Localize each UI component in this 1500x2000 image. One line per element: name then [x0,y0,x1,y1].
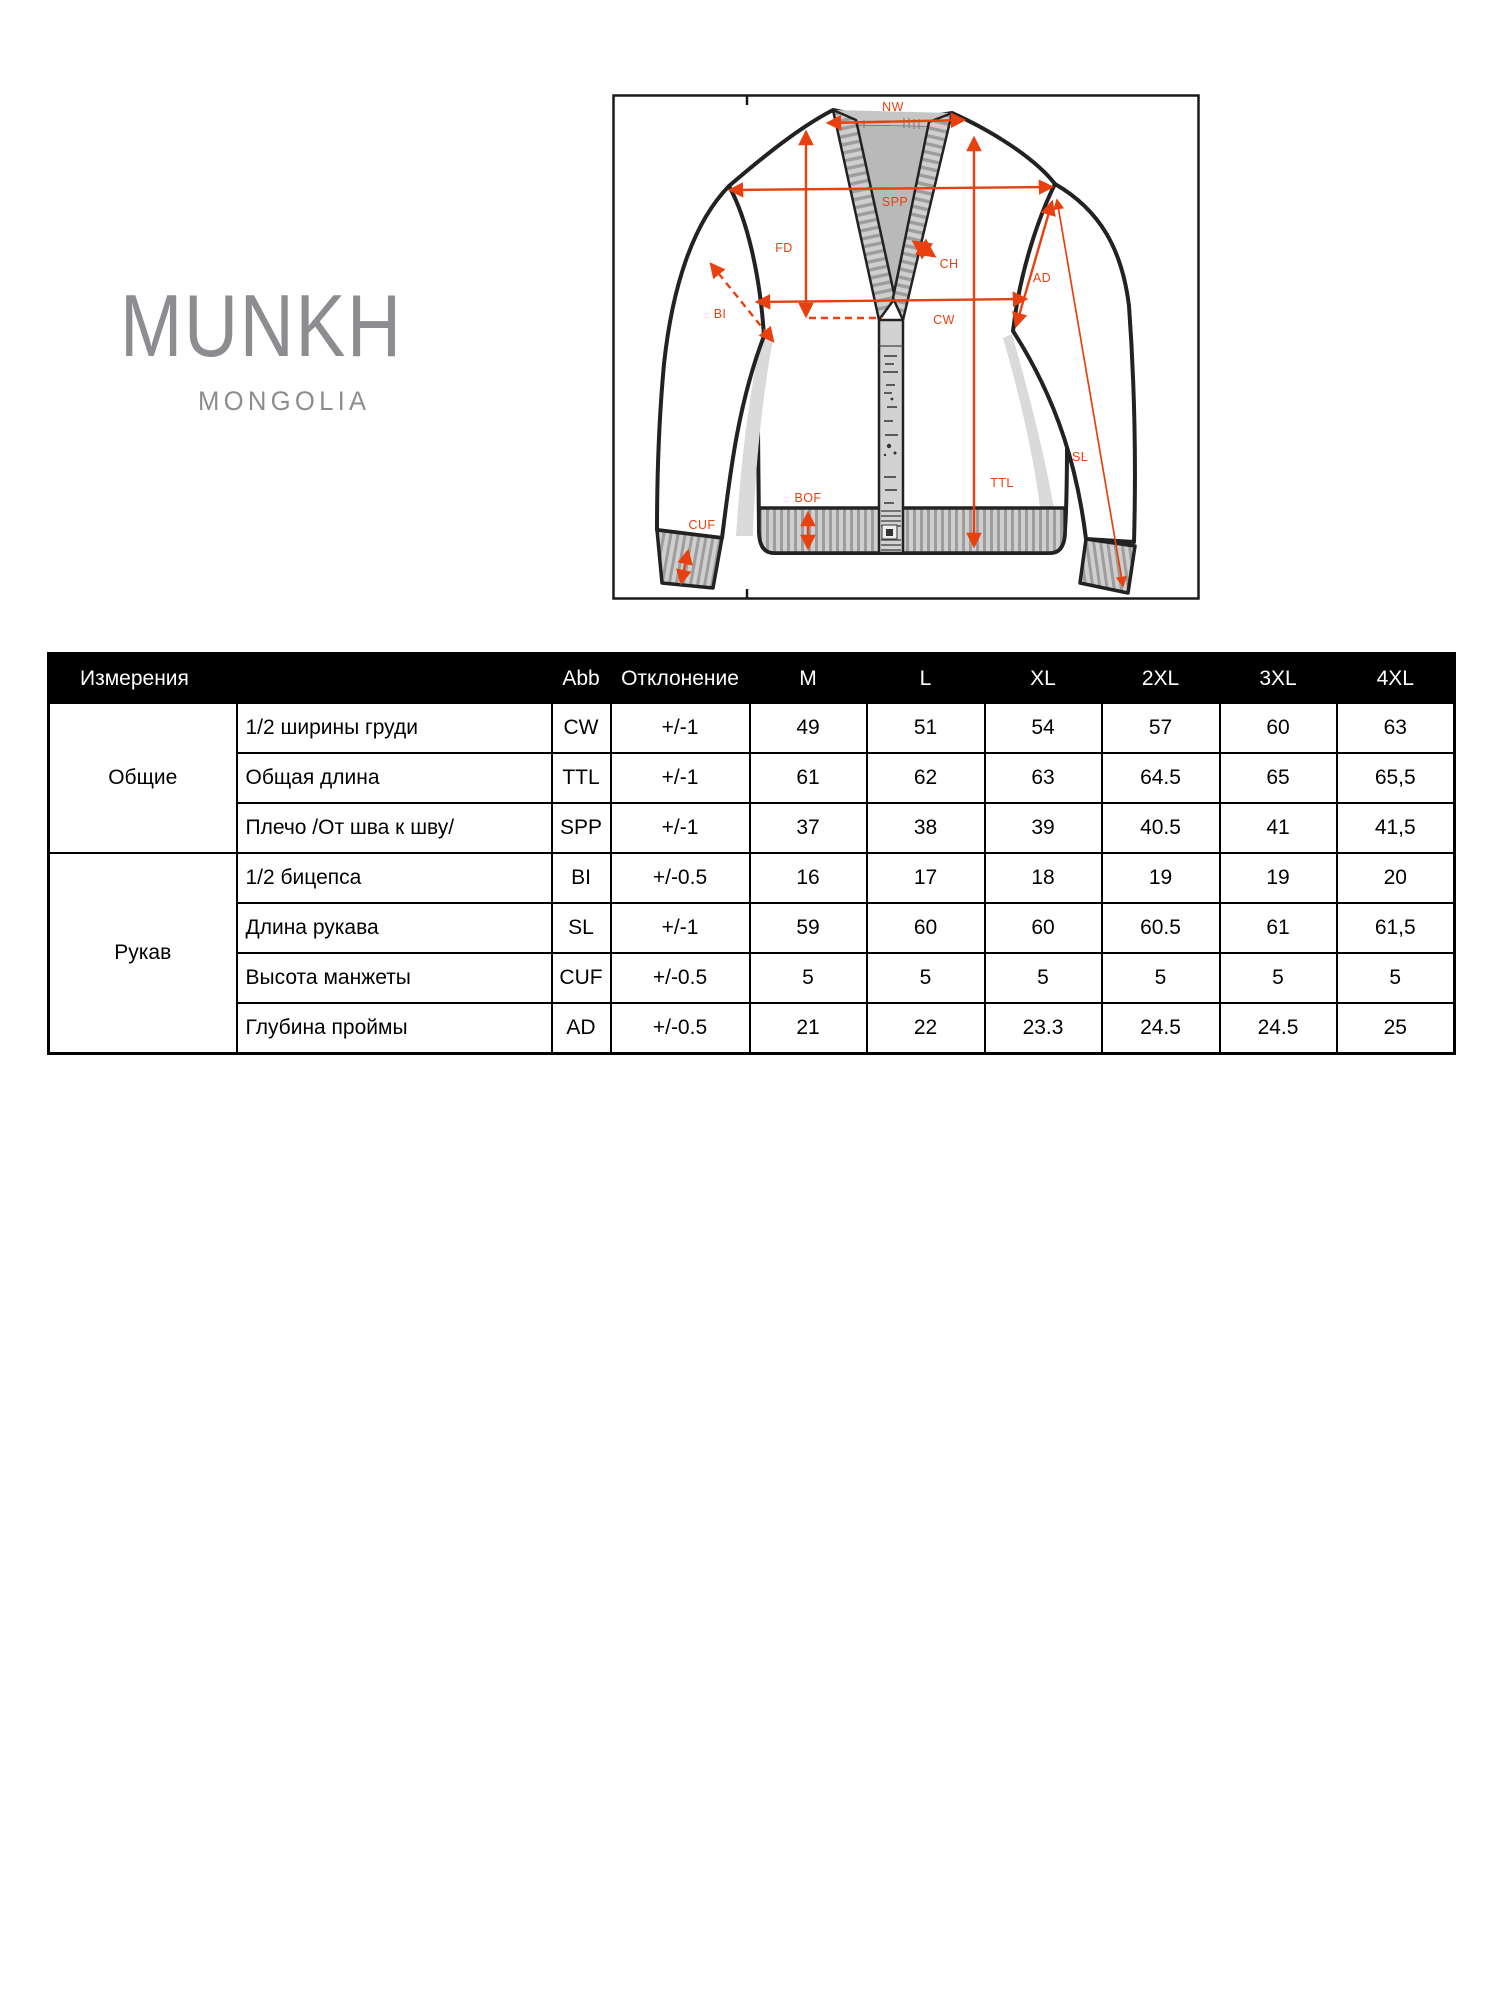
size-value-cell-4xl: 65,5 [1337,753,1455,803]
label-fd: FD [775,241,793,255]
size-value-cell-2xl: 60.5 [1102,903,1220,953]
size-value-cell-3xl: 24.5 [1220,1003,1337,1054]
size-value-cell-l: 51 [867,703,985,753]
label-ad: AD [1032,271,1052,285]
tolerance-cell: +/-0.5 [611,853,750,903]
group-cell: Рукав [49,853,237,1054]
abbreviation-cell: SL [552,903,611,953]
tolerance-cell: +/-1 [611,703,750,753]
size-value-cell-2xl: 24.5 [1102,1003,1220,1054]
measurement-name-cell: 1/2 ширины груди [237,703,552,753]
size-value-cell-xl: 63 [985,753,1102,803]
hem-button [886,529,893,536]
abbreviation-cell: TTL [552,753,611,803]
size-value-cell-2xl: 19 [1102,853,1220,903]
size-value-cell-4xl: 63 [1337,703,1455,753]
size-value-cell-m: 61 [750,753,867,803]
header-abb: Abb [552,654,611,704]
brand-name: MUNKH [120,276,403,375]
size-value-cell-4xl: 5 [1337,953,1455,1003]
size-value-cell-xl: 60 [985,903,1102,953]
label-spp: SPP [881,195,909,209]
tolerance-cell: +/-1 [611,753,750,803]
size-value-cell-3xl: 60 [1220,703,1337,753]
size-value-cell-l: 22 [867,1003,985,1054]
table-row [49,903,1455,953]
label-ttl: TTL [990,476,1014,490]
hem-ribbing [759,508,1065,553]
label-bof: BOF [794,491,822,505]
measurement-name-cell: Общая длина [237,753,552,803]
size-value-cell-xl: 23.3 [985,1003,1102,1054]
size-value-cell-4xl: 41,5 [1337,803,1455,853]
button-placket [879,320,903,553]
abbreviation-cell: CUF [552,953,611,1003]
tolerance-cell: +/-0.5 [611,953,750,1003]
size-value-cell-3xl: 19 [1220,853,1337,903]
label-cuf: CUF [688,518,716,532]
measurement-name-cell: Длина рукава [237,903,552,953]
header-size-xl: XL [985,654,1102,704]
label-cw: CW [933,313,955,327]
abbreviation-cell: BI [552,853,611,903]
size-value-cell-2xl: 40.5 [1102,803,1220,853]
size-value-cell-xl: 39 [985,803,1102,853]
size-value-cell-3xl: 5 [1220,953,1337,1003]
table-row [49,803,1455,853]
size-value-cell-4xl: 25 [1337,1003,1455,1054]
brand-subtitle: MONGOLIA [198,386,371,416]
header-measurements: Измерения [49,654,552,704]
size-value-cell-3xl: 61 [1220,903,1337,953]
abbreviation-cell: AD [552,1003,611,1054]
size-value-cell-l: 38 [867,803,985,853]
table-header-row [49,654,1455,704]
group-cell: Общие [49,703,237,853]
header-size-l: L [867,654,985,704]
size-value-cell-m: 5 [750,953,867,1003]
size-value-cell-2xl: 5 [1102,953,1220,1003]
size-value-cell-m: 16 [750,853,867,903]
size-table [47,652,1456,1055]
size-value-cell-m: 37 [750,803,867,853]
measurement-name-cell: Высота манжеты [237,953,552,1003]
label-nw: NW [882,100,904,114]
size-value-cell-2xl: 57 [1102,703,1220,753]
size-value-cell-l: 62 [867,753,985,803]
size-value-cell-m: 21 [750,1003,867,1054]
cuff-left [657,530,722,588]
size-table-body [49,703,1455,1054]
header-tolerance: Отклонение [611,654,750,704]
table-row [49,953,1455,1003]
label-sl: SL [1071,450,1089,464]
abbreviation-cell: SPP [552,803,611,853]
measurement-name-cell: Плечо /От шва к шву/ [237,803,552,853]
size-value-cell-3xl: 65 [1220,753,1337,803]
size-value-cell-4xl: 20 [1337,853,1455,903]
size-value-cell-4xl: 61,5 [1337,903,1455,953]
measurement-name-cell: Глубина проймы [237,1003,552,1054]
table-row [49,1003,1455,1054]
size-value-cell-m: 49 [750,703,867,753]
label-bi: BI [713,307,727,321]
header-size-3xl: 3XL [1220,654,1337,704]
tolerance-cell: +/-1 [611,803,750,853]
measurement-name-cell: 1/2 бицепса [237,853,552,903]
header-size-m: M [750,654,867,704]
tolerance-cell: +/-1 [611,903,750,953]
garment-measurement-diagram [612,94,1200,600]
size-value-cell-l: 60 [867,903,985,953]
size-value-cell-xl: 54 [985,703,1102,753]
size-value-cell-l: 17 [867,853,985,903]
header-size-2xl: 2XL [1102,654,1220,704]
cuff-right [1080,539,1135,593]
tolerance-cell: +/-0.5 [611,1003,750,1054]
table-row [49,753,1455,803]
abbreviation-cell: CW [552,703,611,753]
brand-logo [120,276,440,416]
size-value-cell-3xl: 41 [1220,803,1337,853]
header-size-4xl: 4XL [1337,654,1455,704]
label-ch: CH [939,257,959,271]
size-value-cell-xl: 18 [985,853,1102,903]
table-row [49,853,1455,903]
size-value-cell-l: 5 [867,953,985,1003]
size-value-cell-m: 59 [750,903,867,953]
size-value-cell-2xl: 64.5 [1102,753,1220,803]
size-value-cell-xl: 5 [985,953,1102,1003]
table-row [49,703,1455,753]
